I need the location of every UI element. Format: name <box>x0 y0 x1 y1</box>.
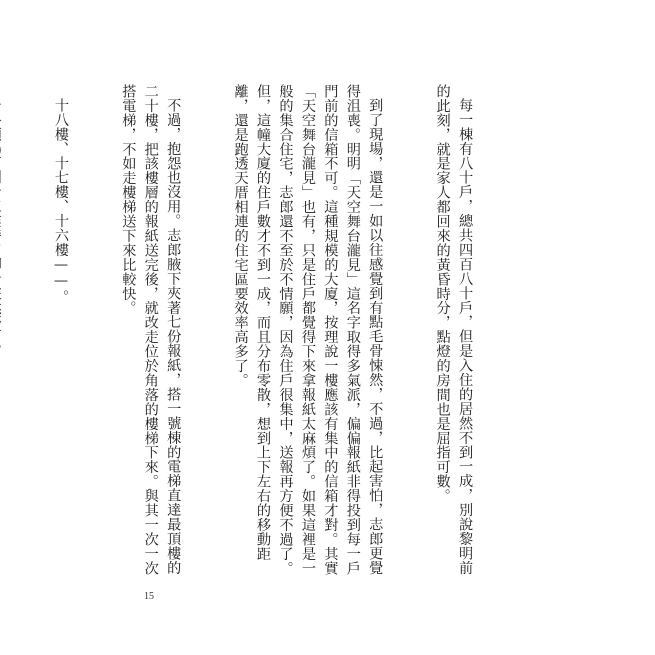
paragraph-2: 到了現場，還是一如以往感覺到有點毛骨悚然，不過，比起害怕，志郎更覺得沮喪。明明「天空舞台瀧見」這名字取得多氣派，偏偏報紙非得投到每一戶門前的信箱不可。這種規模的大廈，按理說一樓應該有集中的信箱才對。其實「天空舞台瀧見」也有，只是住戶都覺得下來拿報紙太麻煩了。如果這裡是一般的集合住宅，志郎還不至於不情願，因為住戶很集中，送報再方便不過了。但，這幢大廈的住戶數才不到一成，而且分布零散，想到上下左右的移動距離，還是跑透天厝相連的住宅區要效率高多了。 <box>232 84 384 576</box>
paragraph-5 <box>0 84 5 584</box>
vertical-text-body <box>0 84 521 584</box>
page-number: 15 <box>144 591 154 602</box>
paragraph-3: 不過，抱怨也沒用。志郎腋下夾著七份報紙，搭一號棟的電梯直達最頂樓的二十樓，把該樓層的報紙送完後，就改走位於角落的樓梯下來。與其一次一次搭電梯，不如走樓梯送下來比較快。 <box>120 84 182 576</box>
paragraph-4: 十八樓、十七樓、十六樓——。 <box>52 98 69 305</box>
paragraph-1: 每一棟有八十戶，總共四百八十戶，但是入住的居然不到一成，別說黎明前的此刻，就是家人都回來的黃昏時分，點燈的房間也是屈指可數。 <box>434 84 474 576</box>
